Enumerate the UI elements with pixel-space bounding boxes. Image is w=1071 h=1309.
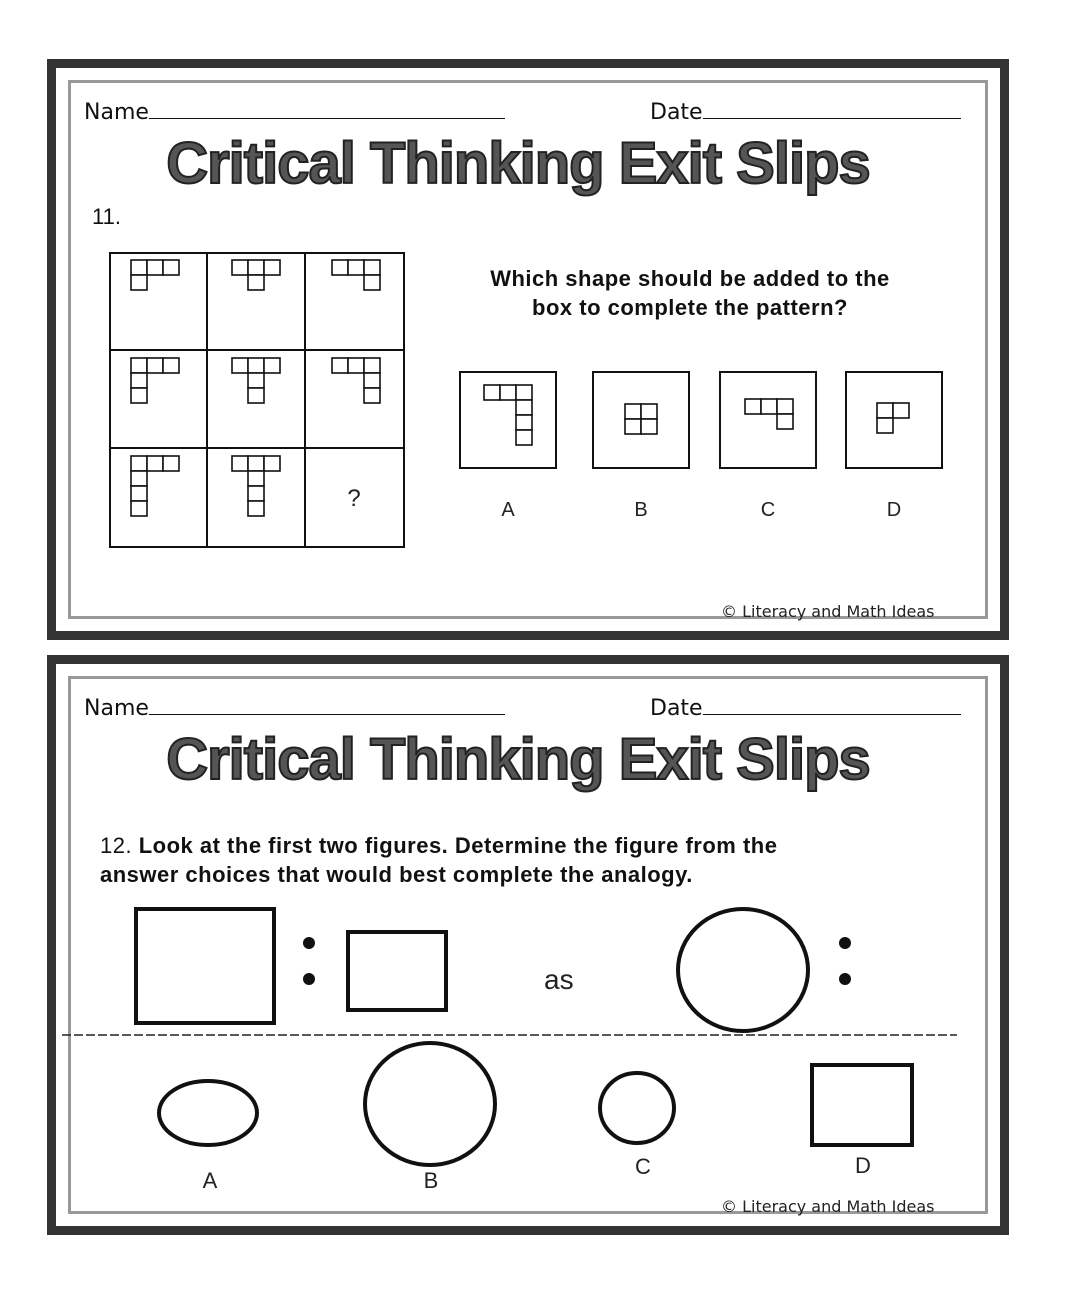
choice-b-label: B: [423, 1168, 439, 1193]
choice-d-box[interactable]: [845, 371, 943, 469]
choice-b-box[interactable]: [592, 371, 690, 469]
grid-cell-shape: [131, 260, 179, 290]
choice-d-rectangle[interactable]: [810, 1063, 914, 1147]
grid-cell-shape: [131, 456, 179, 516]
analogy-large-circle: [675, 906, 811, 1034]
name-line: [149, 98, 505, 119]
analogy-small-rectangle: [346, 930, 448, 1012]
ratio-colon-2: [837, 935, 853, 985]
choice-a-label: A: [202, 1168, 218, 1193]
date-label: Date: [650, 100, 703, 125]
choice-c-label: C: [760, 499, 776, 521]
page-title: Critical Thinking Exit Slips: [166, 727, 870, 792]
choice-b-label: B: [634, 499, 648, 521]
name-field[interactable]: [84, 694, 505, 721]
choice-c-label: C: [635, 1154, 651, 1179]
copyright-text: © Literacy and Math Ideas: [721, 602, 935, 621]
grid-cell-shape: [131, 358, 179, 403]
missing-cell-mark: ?: [347, 485, 361, 512]
choice-a-label: A: [501, 499, 515, 521]
name-label: Name: [84, 696, 149, 721]
choice-a-oval[interactable]: [156, 1078, 260, 1148]
grid-cell-shape: [332, 358, 380, 403]
grid-cell-shape: [232, 358, 280, 403]
date-line: [703, 98, 961, 119]
name-field[interactable]: [84, 98, 505, 125]
date-field[interactable]: [650, 694, 961, 721]
question-prompt: [440, 264, 940, 322]
exit-slip-11: [47, 59, 1009, 640]
analogy-word: as: [544, 964, 574, 995]
name-line: [149, 694, 505, 715]
question-line-2: box to complete the pattern?: [532, 295, 848, 320]
choice-c-small-circle[interactable]: [597, 1070, 677, 1146]
exit-slip-12: [47, 655, 1009, 1235]
question-line-2: answer choices that would best complete the analogy.: [100, 862, 693, 887]
ratio-colon-1: [301, 935, 317, 985]
choice-d-label: D: [886, 499, 902, 521]
grid-cell-shape: [332, 260, 380, 290]
date-line: [703, 694, 961, 715]
choice-c-box[interactable]: [719, 371, 817, 469]
question-prompt: [100, 831, 980, 889]
choice-a-box[interactable]: [459, 371, 557, 469]
date-label: Date: [650, 696, 703, 721]
analogy-large-square: [134, 907, 276, 1025]
choice-d-label: D: [855, 1153, 871, 1178]
question-number: 12.: [100, 833, 133, 858]
question-number: 11.: [92, 204, 121, 229]
grid-cell-shape: [232, 260, 280, 290]
pattern-grid: [109, 252, 405, 548]
question-line-1: Look at the first two figures. Determine the figure from the: [138, 833, 778, 858]
name-label: Name: [84, 100, 149, 125]
page-title: Critical Thinking Exit Slips: [166, 131, 870, 196]
copyright-text: © Literacy and Math Ideas: [721, 1197, 935, 1216]
dashed-divider: [62, 1033, 957, 1037]
date-field[interactable]: [650, 98, 961, 125]
question-line-1: Which shape should be added to the: [490, 266, 890, 291]
choice-b-circle[interactable]: [362, 1040, 498, 1168]
grid-cell-shape: [232, 456, 280, 516]
